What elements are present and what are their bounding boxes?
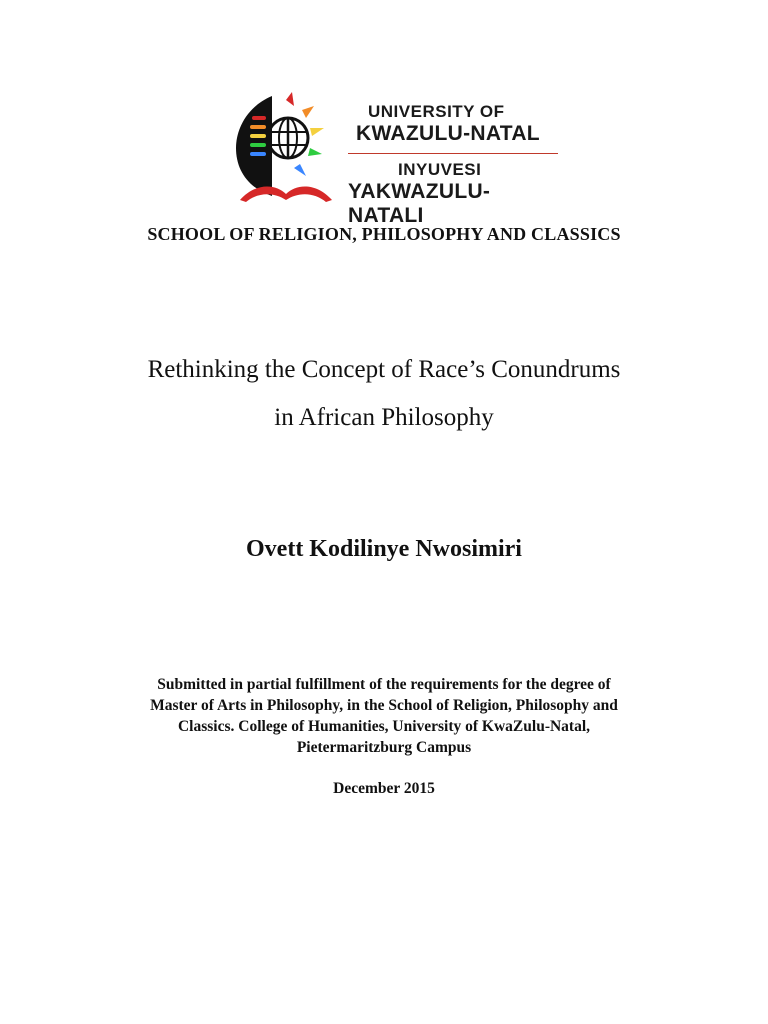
logo-line-english-2: KWAZULU-NATAL (356, 122, 540, 145)
university-name-text (348, 102, 563, 228)
submission-line-4: Pietermaritzburg Campus (296, 739, 472, 756)
university-emblem-icon (236, 92, 336, 208)
logo-line-zulu-2: YAKWAZULU-NATALI (348, 180, 491, 227)
logo-divider (348, 153, 558, 154)
school-heading: SCHOOL OF RELIGION, PHILOSOPHY AND CLASSICS (147, 224, 621, 244)
thesis-title-line-1: Rethinking the Concept of Race’s Conundrums (147, 356, 621, 383)
submission-line-1: Submitted in partial fulfillment of the requirements for the degree of (157, 676, 611, 693)
logo-line-zulu-1: INYUVESI (398, 160, 482, 179)
thesis-title-line-2: in African Philosophy (274, 404, 494, 431)
university-logo (236, 92, 566, 227)
submission-statement (0, 674, 768, 758)
logo-line-english-1: UNIVERSITY OF (368, 102, 505, 121)
submission-line-3: Classics. College of Humanities, University of KwaZulu-Natal, (177, 718, 591, 735)
submission-line-2: Master of Arts in Philosophy, in the School of Religion, Philosophy and (150, 697, 618, 714)
author-name: Ovett Kodilinye Nwosimiri (246, 536, 522, 562)
thesis-title (0, 346, 768, 442)
submission-date: December 2015 (333, 780, 435, 797)
